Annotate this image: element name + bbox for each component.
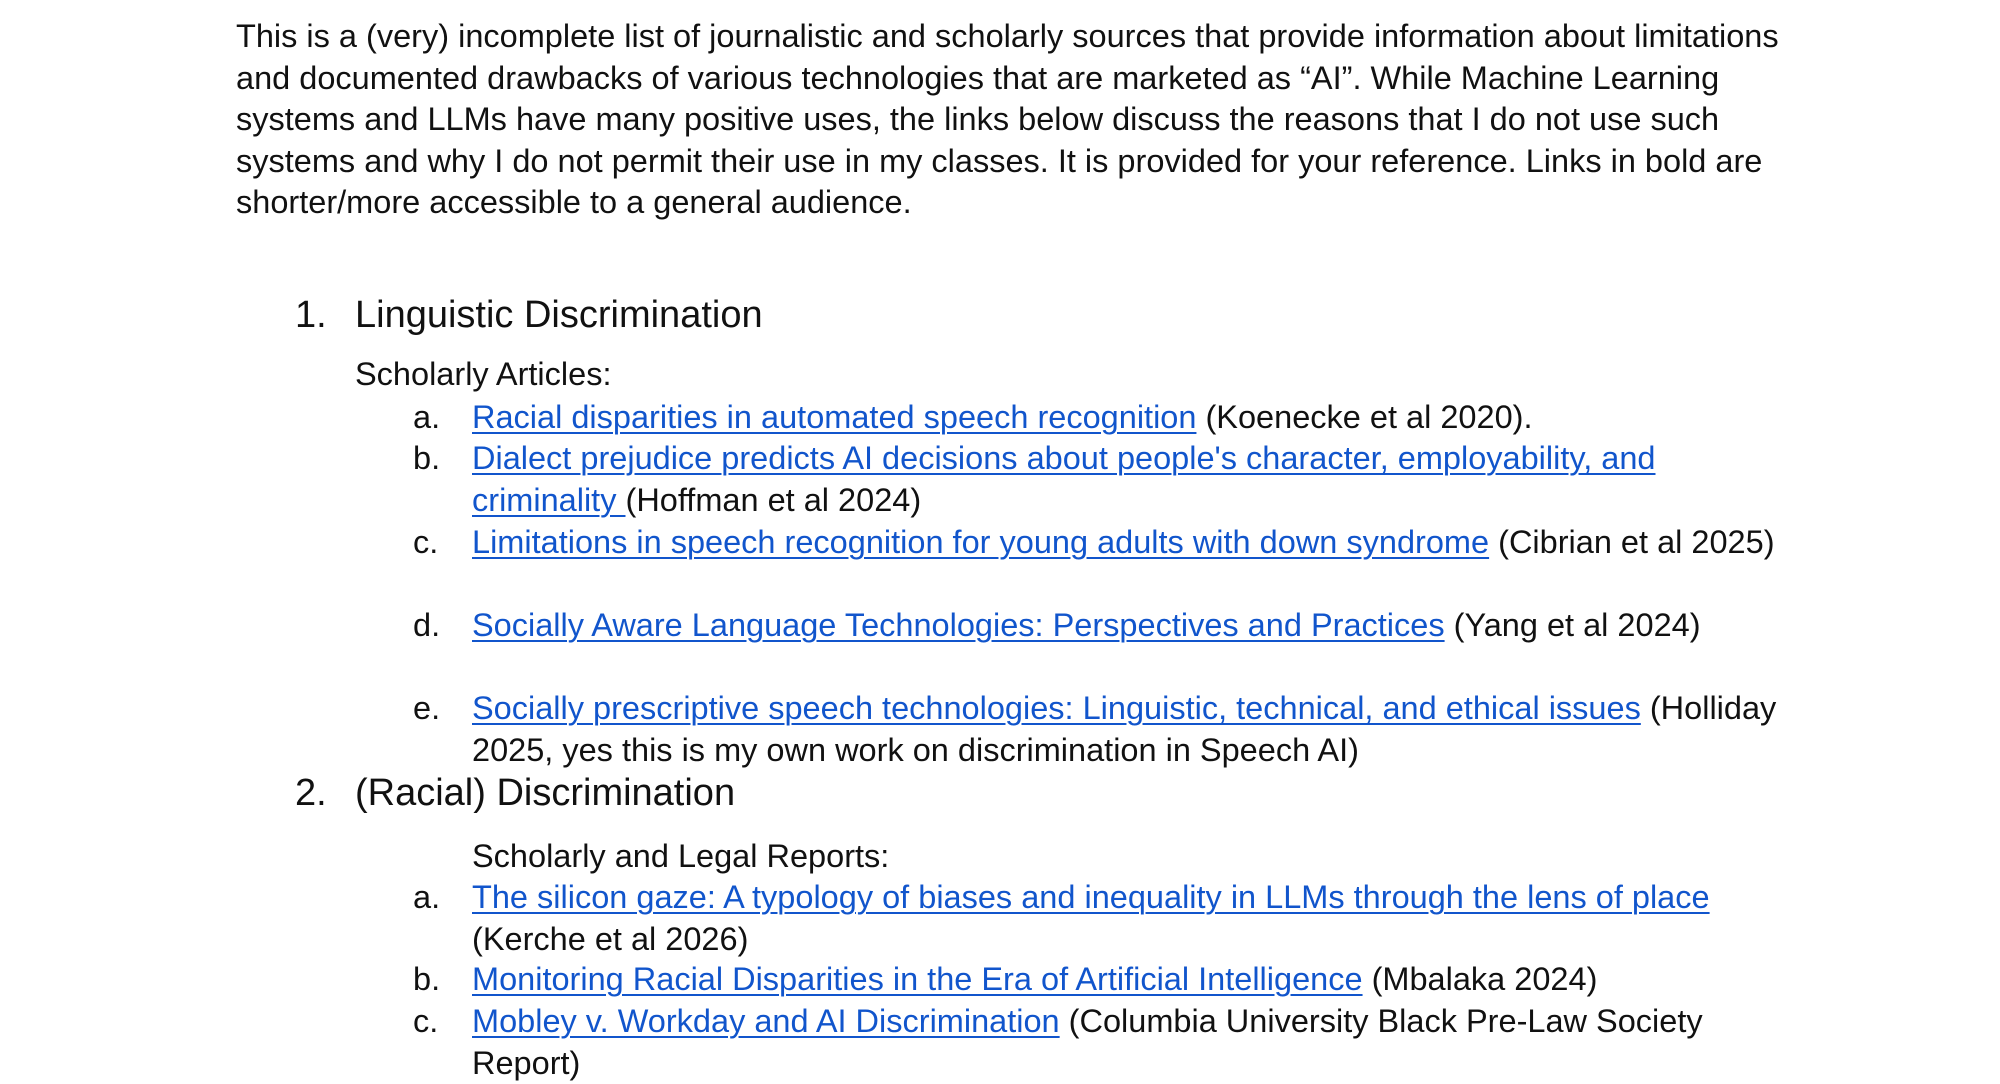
citation-text: (Koenecke et al 2020). xyxy=(1196,399,1533,435)
item-body xyxy=(472,397,1792,439)
citation-text: (Holliday 2025, yes this is my own work on discrimination in Speech AI) xyxy=(472,690,1777,768)
section-number: 2. xyxy=(295,772,327,814)
article-link[interactable]: Dialect prejudice predicts AI decisions about people's character, employability, and criminality xyxy=(472,440,1656,518)
section-number: 1. xyxy=(295,294,327,336)
item-body xyxy=(472,438,1792,521)
item-letter: a. xyxy=(413,879,441,915)
item-body xyxy=(472,688,1792,771)
intro-paragraph: This is a (very) incomplete list of journalistic and scholarly sources that provide information about limitations and documented drawbacks of various technologies that are marketed as “AI”. While Machine Learning systems and LLMs have many positive uses, the links below discuss the reasons that I do not use such systems and why I do not permit their use in my classes. It is provided for your reference. Links in bold are shorter/more accessible to a general audience. xyxy=(236,18,1779,220)
citation-text: (Mbalaka 2024) xyxy=(1362,961,1598,997)
article-link[interactable]: Socially prescriptive speech technologies: Linguistic, technical, and ethical issues xyxy=(472,690,1641,726)
citation-text: (Hoffman et al 2024) xyxy=(625,481,922,518)
citation-text: (Cibrian et al 2025) xyxy=(1489,524,1775,560)
article-link[interactable]: Mobley v. Workday and AI Discrimination xyxy=(472,1003,1060,1039)
item-letter: a. xyxy=(413,399,441,435)
item-letter: d. xyxy=(413,607,441,643)
section-title: Linguistic Discrimination xyxy=(355,294,763,336)
item-letter: c. xyxy=(413,1003,439,1039)
item-letter: e. xyxy=(413,690,441,726)
item-body xyxy=(472,522,1792,564)
article-link[interactable]: Monitoring Racial Disparities in the Era of Artificial Intelligence xyxy=(472,961,1363,997)
article-link[interactable]: Racial disparities in automated speech recognition xyxy=(472,399,1197,435)
item-body xyxy=(472,959,1792,1001)
item-letter: b. xyxy=(413,961,441,997)
section-subheading: Scholarly Articles: xyxy=(355,356,612,392)
article-link[interactable]: Limitations in speech recognition for young adults with down syndrome xyxy=(472,524,1490,560)
item-letter: b. xyxy=(413,440,441,476)
item-body xyxy=(472,605,1792,647)
citation-text: (Columbia University Black Pre-Law Society Report) xyxy=(472,1003,1703,1081)
article-link[interactable]: The silicon gaze: A typology of biases and inequality in LLMs through the lens of place xyxy=(472,879,1710,915)
article-link[interactable]: Socially Aware Language Technologies: Perspectives and Practices xyxy=(472,607,1445,643)
item-body xyxy=(472,1001,1792,1084)
section-subheading: Scholarly and Legal Reports: xyxy=(472,838,890,874)
citation-text: (Kerche et al 2026) xyxy=(472,920,749,957)
item-body xyxy=(472,877,1792,960)
section-title: (Racial) Discrimination xyxy=(355,772,736,814)
item-letter: c. xyxy=(413,524,439,560)
citation-text: (Yang et al 2024) xyxy=(1444,607,1701,643)
